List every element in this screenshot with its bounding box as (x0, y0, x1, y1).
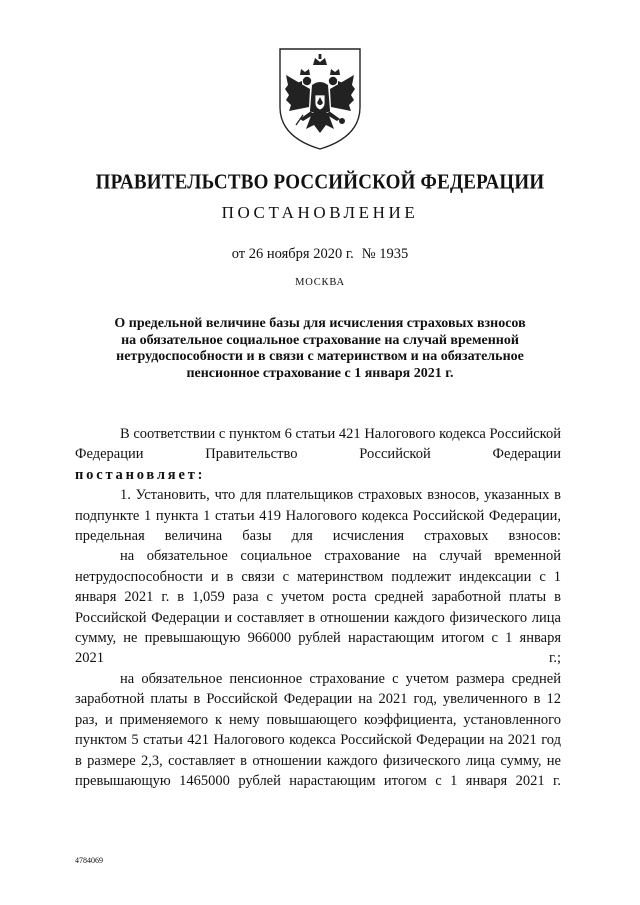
document-type: ПОСТАНОВЛЕНИЕ (221, 203, 419, 222)
item-1: 1. Установить, что для плательщиков страховых взносов, указанных в подпункте 1 пункта 1 статьи 419 Налогового кодекса Российской Федерации, предельная величина базы для исчисления страховых взносов: (75, 487, 561, 545)
document-number: № 1935 (361, 246, 409, 262)
document-title (80, 316, 560, 382)
coat-of-arms-icon (276, 45, 364, 153)
government-name: ПРАВИТЕЛЬСТВО РОССИЙСКОЙ ФЕДЕРАЦИИ (95, 170, 545, 195)
document-date: от 26 ноября 2020 г. (231, 246, 354, 262)
paragraph-pension-insurance: на обязательное пенсионное страхование с учетом размера средней заработной платы в Российской Федерации на 2021 год, увеличенного в 12 раз, и применяемого к нему повышающего коэффициента, установленного пунктом 5 статьи 421 Налогового кодекса Российской Федерации на 2021 год в размере 2,3, составляет в отношении каждого физического лица сумму, не превышающую 1465000 рублей нарастающим итогом с 1 января 2021 г. (75, 670, 561, 789)
preamble: В соответствии с пунктом 6 статьи 421 Налогового кодекса Российской Федерации Правительство Российской Федерации (75, 426, 561, 463)
city: МОСКВА (295, 277, 345, 288)
title-line: на обязательное социальное страхование на случай временной (121, 332, 519, 348)
decides-text: постановляет: (75, 466, 206, 483)
paragraph-social-insurance: на обязательное социальное страхование на случай временной нетрудоспособности и в связи с материнством подлежит индексации с 1 января 2021 г. в 1,059 раза с учетом роста средней заработной платы в Российской Федерации и составляет в отношении каждого физического лица сумму, не превышающую 966000 рублей нарастающим итогом с 1 января 2021 г.; (75, 548, 561, 667)
title-line: нетрудоспособности и в связи с материнством и на обязательное (116, 349, 524, 364)
document-body (75, 424, 561, 791)
document-code: 4784069 (75, 856, 103, 865)
decides-word (75, 465, 561, 485)
title-line: О предельной величине базы для исчисления страховых взносов (114, 316, 526, 331)
date-number-line (0, 246, 640, 263)
title-line: пенсионное страхование с 1 января 2021 г. (186, 365, 454, 381)
